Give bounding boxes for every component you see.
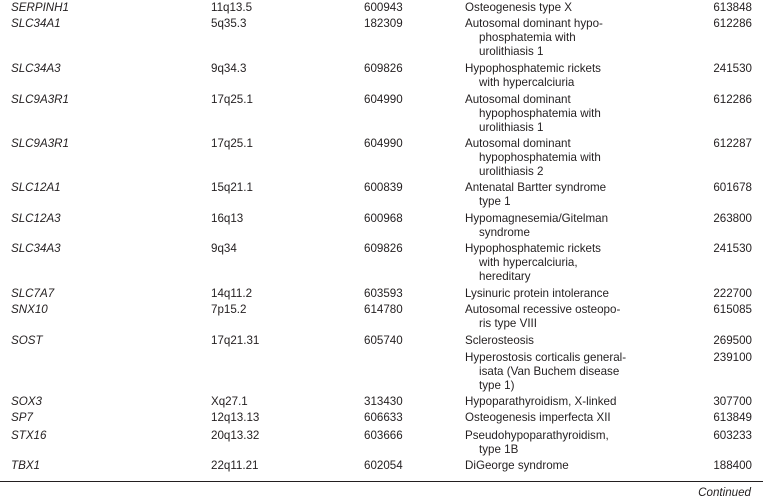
continued-label: Continued: [698, 486, 751, 499]
disease-line: Autosomal recessive osteopo-: [465, 303, 621, 316]
phenotype-omim-cell: 241530: [713, 62, 752, 75]
locus-cell: 16q13: [211, 212, 244, 225]
phenotype-omim-cell: 241530: [713, 242, 752, 255]
omim-cell: 600839: [364, 181, 403, 194]
omim-cell: 182309: [364, 17, 403, 30]
gene-cell: SLC12A3: [11, 212, 61, 225]
gene-cell: SERPINH1: [11, 1, 69, 14]
disease-line: Sclerosteosis: [465, 334, 534, 347]
disease-cell: [465, 429, 609, 457]
disease-cell: [465, 287, 609, 301]
disease-line: Autosomal dominant: [465, 137, 571, 150]
disease-cell: [465, 181, 606, 209]
omim-cell: 600943: [364, 1, 403, 14]
omim-cell: 603593: [364, 287, 403, 300]
locus-cell: 12q13.13: [211, 411, 260, 424]
disease-line: hypophosphatemia with: [479, 151, 601, 164]
disease-cell: [465, 459, 569, 473]
disease-line: phosphatemia with: [479, 31, 576, 44]
omim-cell: 609826: [364, 242, 403, 255]
omim-cell: 609826: [364, 62, 403, 75]
disease-line: with hypercalciuria: [479, 76, 575, 89]
locus-cell: 17q21.31: [211, 334, 260, 347]
locus-cell: 17q25.1: [211, 93, 253, 106]
disease-line: urolithiasis 1: [479, 121, 544, 134]
disease-line: Autosomal dominant: [465, 93, 571, 106]
omim-cell: 614780: [364, 303, 403, 316]
disease-cell: [465, 93, 601, 135]
disease-line: Hyperostosis corticalis general-: [465, 351, 627, 364]
table-bottom-rule: [0, 481, 763, 482]
phenotype-omim-cell: 222700: [713, 287, 752, 300]
phenotype-omim-cell: 612287: [713, 137, 752, 150]
omim-cell: 604990: [364, 93, 403, 106]
locus-cell: 14q11.2: [211, 287, 253, 300]
gene-cell: SLC9A3R1: [11, 137, 70, 150]
locus-cell: 7p15.2: [211, 303, 247, 316]
disease-line: syndrome: [479, 226, 530, 239]
gene-cell: SLC34A3: [11, 242, 61, 255]
locus-cell: 15q21.1: [211, 181, 253, 194]
gene-cell: SNX10: [11, 303, 48, 316]
disease-line: urolithiasis 2: [479, 165, 544, 178]
disease-cell: [465, 303, 620, 331]
locus-cell: 11q13.5: [211, 1, 253, 14]
disease-line: hypophosphatemia with: [479, 107, 601, 120]
gene-cell: SOX3: [11, 395, 42, 408]
disease-line: hereditary: [479, 270, 531, 283]
locus-cell: 17q25.1: [211, 137, 253, 150]
disease-line: isata (Van Buchem disease: [479, 365, 620, 378]
phenotype-omim-cell: 603233: [713, 429, 752, 442]
gene-cell: SLC9A3R1: [11, 93, 70, 106]
omim-cell: 313430: [364, 395, 403, 408]
gene-cell: SLC12A1: [11, 181, 61, 194]
omim-cell: 606633: [364, 411, 403, 424]
disease-line: Osteogenesis imperfecta XII: [465, 411, 611, 424]
disease-line: Hypophosphatemic rickets: [465, 62, 601, 75]
phenotype-omim-cell: 269500: [713, 334, 752, 347]
phenotype-omim-cell: 188400: [713, 459, 752, 472]
disease-line: urolithiasis 1: [479, 45, 544, 58]
disease-line: Autosomal dominant hypo-: [465, 17, 603, 30]
phenotype-omim-cell: 613848: [713, 1, 752, 14]
phenotype-omim-cell: 613849: [713, 411, 752, 424]
locus-cell: 22q11.21: [211, 459, 259, 472]
disease-cell: [465, 411, 611, 425]
phenotype-omim-cell: 612286: [713, 17, 752, 30]
disease-cell: [465, 212, 608, 240]
phenotype-omim-cell: 612286: [713, 93, 752, 106]
gene-cell: SLC34A3: [11, 62, 61, 75]
disease-line: type 1B: [479, 443, 519, 456]
disease-line: type 1): [479, 379, 515, 392]
omim-cell: 605740: [364, 334, 403, 347]
gene-cell: SP7: [11, 411, 33, 424]
phenotype-omim-cell: 239100: [713, 351, 752, 364]
disease-cell: [465, 395, 616, 409]
disease-cell: [465, 17, 603, 59]
disease-line: Hypophosphatemic rickets: [465, 242, 601, 255]
gene-cell: STX16: [11, 429, 47, 442]
gene-cell: TBX1: [11, 459, 40, 472]
disease-cell: [465, 62, 601, 90]
phenotype-omim-cell: 615085: [713, 303, 752, 316]
phenotype-omim-cell: 601678: [713, 181, 752, 194]
locus-cell: 9q34: [211, 242, 237, 255]
disease-cell: [465, 242, 601, 284]
disease-line: DiGeorge syndrome: [465, 459, 569, 472]
disease-line: Pseudohypoparathyroidism,: [465, 429, 609, 442]
disease-cell: [465, 137, 601, 179]
gene-cell: SOST: [11, 334, 43, 347]
gene-cell: SLC7A7: [11, 287, 55, 300]
phenotype-omim-cell: 307700: [713, 395, 752, 408]
disease-line: Lysinuric protein intolerance: [465, 287, 609, 300]
omim-cell: 604990: [364, 137, 403, 150]
disease-line: with hypercalciuria,: [479, 256, 578, 269]
disease-line: type 1: [479, 195, 511, 208]
locus-cell: Xq27.1: [211, 395, 248, 408]
locus-cell: 9q34.3: [211, 62, 247, 75]
omim-cell: 602054: [364, 459, 403, 472]
disease-line: ris type VIII: [479, 317, 537, 330]
disease-cell: [465, 351, 626, 393]
disease-cell: [465, 1, 572, 15]
disease-line: Antenatal Bartter syndrome: [465, 181, 607, 194]
locus-cell: 20q13.32: [211, 429, 260, 442]
gene-cell: SLC34A1: [11, 17, 61, 30]
omim-cell: 603666: [364, 429, 403, 442]
disease-cell: [465, 334, 534, 348]
disease-line: Osteogenesis type X: [465, 1, 572, 14]
disease-line: Hypoparathyroidism, X-linked: [465, 395, 617, 408]
locus-cell: 5q35.3: [211, 17, 247, 30]
phenotype-omim-cell: 263800: [713, 212, 752, 225]
omim-cell: 600968: [364, 212, 403, 225]
disease-line: Hypomagnesemia/Gitelman: [465, 212, 609, 225]
